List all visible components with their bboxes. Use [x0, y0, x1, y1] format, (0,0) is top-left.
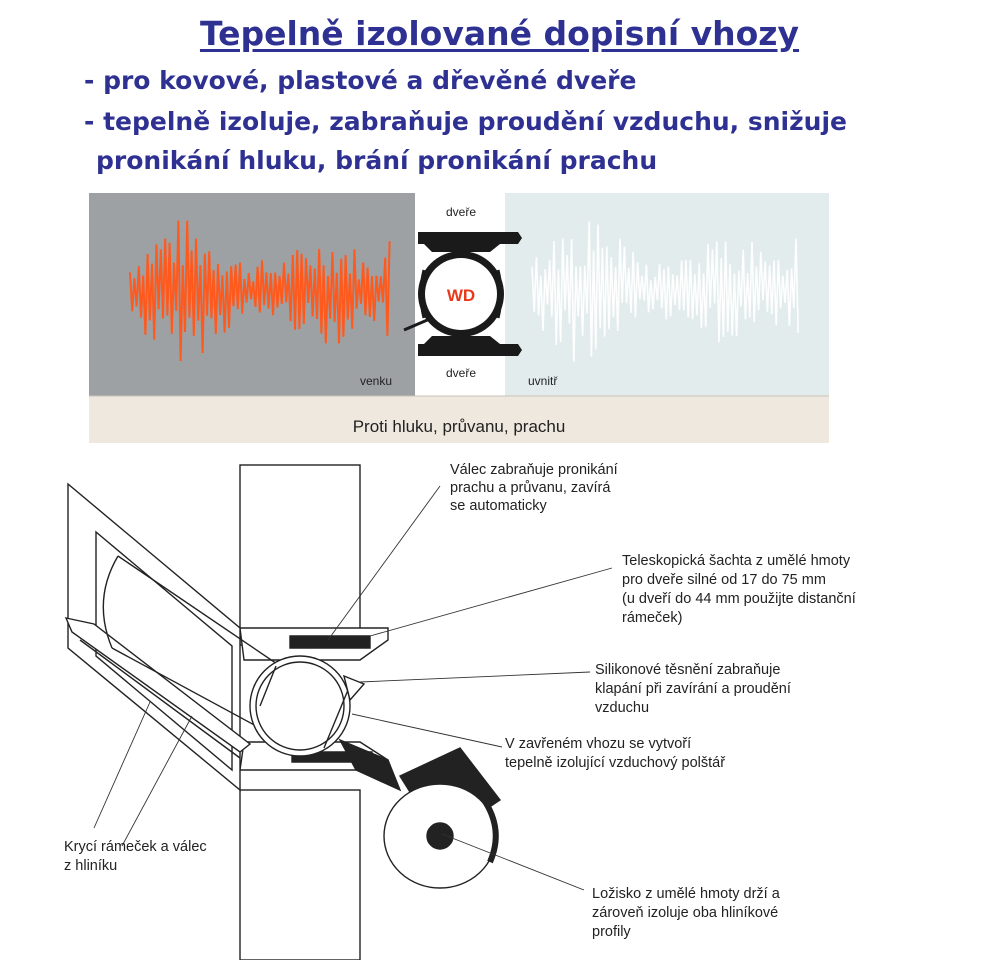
callout-line: vzduchu [595, 700, 650, 716]
callout-bearing [592, 886, 784, 940]
callout-line: tepelně izolující vzduchový polštář [505, 755, 726, 771]
noise-photo [89, 193, 829, 443]
cylinder-end [250, 656, 350, 756]
callout-line: zároveň izoluje oba hliníkové [592, 905, 779, 921]
bearing-hole [427, 823, 453, 849]
callout-line: klapání při zavírání a proudění [595, 681, 791, 697]
door-lower [240, 790, 360, 960]
callout-line: rámeček) [622, 610, 683, 626]
bullet-insulation: - tepelně izoluje, zabraňuje proudění vzduchu, snižuje [84, 107, 847, 136]
callout-seal [595, 662, 795, 716]
callout-air-cushion [505, 736, 726, 771]
callout-line: z hliníku [64, 858, 118, 874]
callout-line: Válec zabraňuje pronikání [450, 462, 618, 478]
callout-line: (u dveří do 44 mm použijte distanční [622, 591, 856, 607]
door-label-top: dveře [445, 205, 477, 219]
callout-cylinder [450, 462, 622, 514]
door-label-bottom: dveře [445, 366, 477, 380]
callout-shaft [622, 553, 860, 626]
callout-line: Teleskopická šachta z umělé hmoty [622, 553, 851, 569]
mail-slot-diagram [66, 465, 500, 960]
photo-caption: Proti hluku, průvanu, prachu [352, 417, 566, 436]
callout-line: Ložisko z umělé hmoty drží a [592, 886, 780, 902]
bullet-doors: - pro kovové, plastové a dřevěné dveře [84, 66, 637, 95]
callout-line: pro dveře silné od 17 do 75 mm [622, 572, 826, 588]
door-upper [240, 465, 360, 645]
callout-line: V zavřeném vhozu se vytvoří [505, 736, 692, 752]
callout-line: profily [592, 924, 631, 940]
bullet-insulation-cont: pronikání hluku, brání pronikání prachu [96, 146, 658, 175]
wd-logo: WD [446, 286, 476, 305]
inside-label: uvnitř [528, 374, 558, 388]
page-title: Tepelně izolované dopisní vhozy [199, 14, 800, 53]
callout-line: Krycí rámeček a válec [64, 839, 207, 855]
outside-label: venku [359, 374, 392, 388]
callout-frame [64, 839, 211, 874]
callout-line: Silikonové těsnění zabraňuje [595, 662, 781, 678]
callout-line: se automaticky [450, 498, 547, 514]
callout-line: prachu a průvanu, zavírá [450, 480, 611, 496]
